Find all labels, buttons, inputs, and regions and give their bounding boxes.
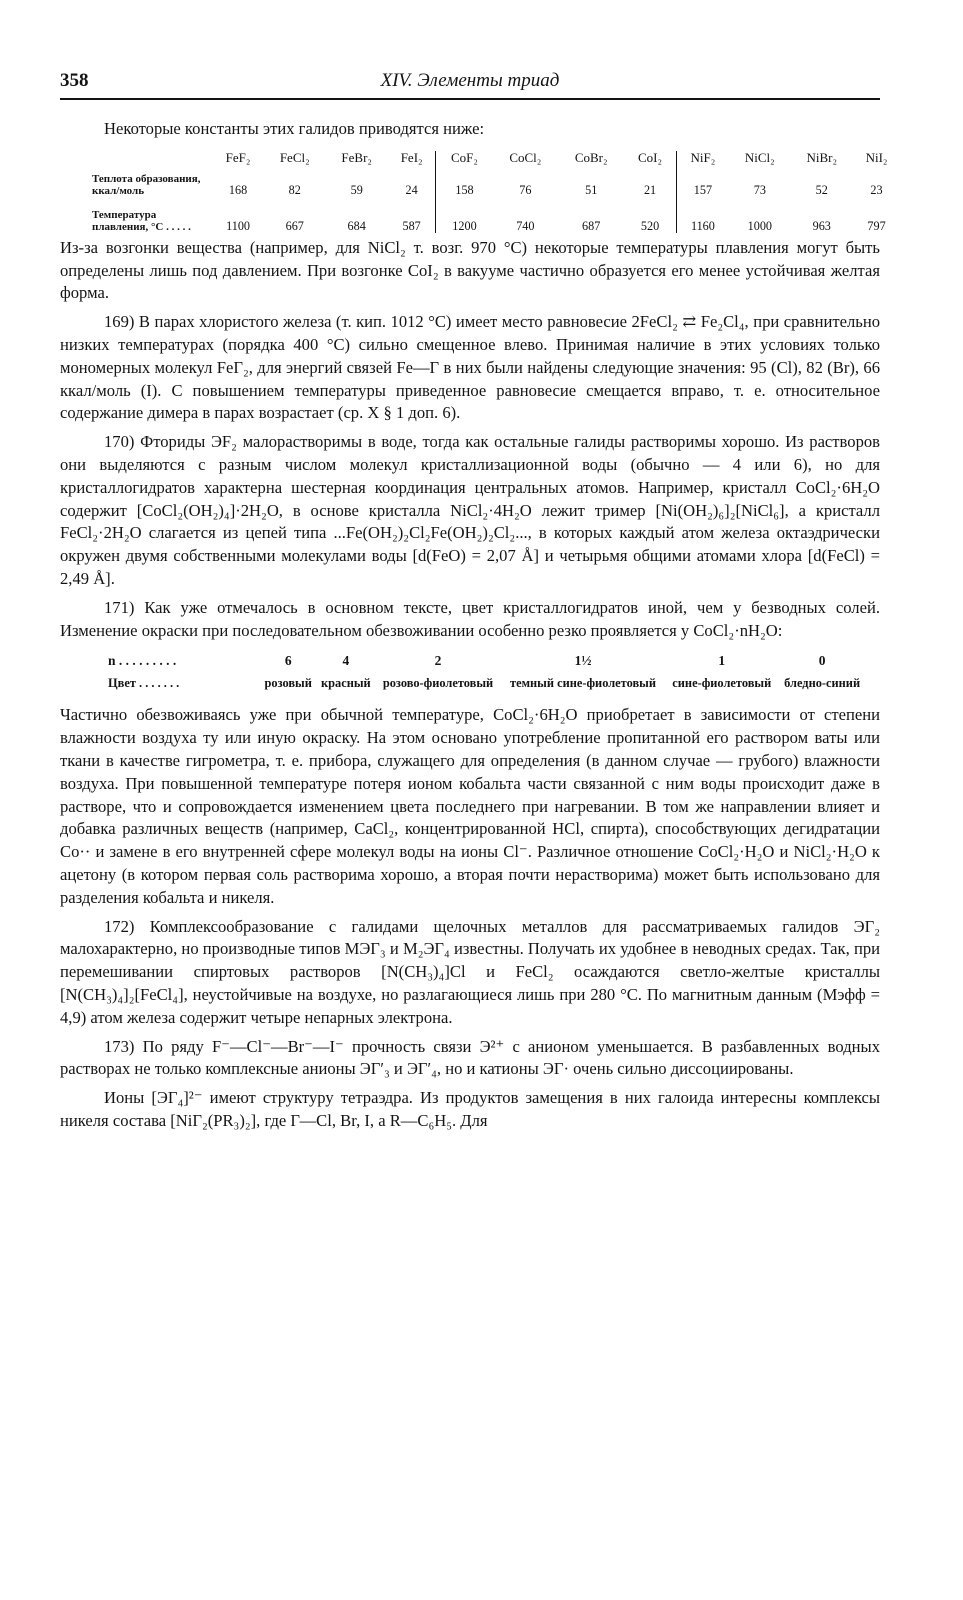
table-cell: 23	[870, 182, 883, 197]
constants-header-row	[90, 151, 900, 173]
table-cell: 1100	[226, 218, 251, 233]
table-cell: 21	[643, 182, 657, 197]
intro-line: Некоторые константы этих галидов приводятся ниже:	[104, 119, 485, 138]
paragraph: 169) В парах хлористого железа (т. кип. 1012 °С) имеет место равновесие 2FeCl₂ ⇄ Fe₂Cl₄, при сравнительно низких температурах (порядка 400 °С) сильно смещенное влево. Принимая наличие в этих условиях только мономерных молекул FeГ₂, для энергий связей Fe—Г в них были найдены следующие значения: 95 (Cl), 82 (Br), 66 ккал/моль (I). С повышением температуры приведенное равновесие смещается вправо, т. е. относительное содержание димера в парах возрастает (ср. X § 1 доп. 6).	[60, 312, 880, 423]
table-cell: 1160	[676, 209, 729, 233]
n-value: 4	[342, 653, 350, 669]
color-value: бледно-синий	[784, 676, 861, 691]
table-cell: 52	[815, 182, 828, 197]
color-value: сине-фиолетовый	[672, 676, 772, 691]
table-cell: 1200	[436, 209, 493, 233]
table-cell: 157	[676, 173, 729, 209]
column-header: CoF₂	[436, 151, 493, 173]
column-header: FeCl₂	[279, 149, 310, 165]
table-cell: 51	[585, 182, 598, 197]
column-header: FeI₂	[400, 149, 423, 165]
column-header: NiBr₂	[806, 149, 838, 165]
table-cell: 76	[519, 182, 532, 197]
column-header: FeF₂	[225, 149, 251, 165]
table-cell: 24	[405, 182, 418, 197]
color-row	[106, 677, 866, 690]
n-row	[106, 654, 866, 677]
row-label: Теплота образования, ккал/моль	[92, 172, 201, 197]
table-cell: 963	[812, 218, 831, 233]
column-header: CoBr₂	[574, 149, 608, 165]
paragraph: Из-за возгонки вещества (например, для NiCl₂ т. возг. 970 °С) некоторые температуры плавления могут быть определены лишь под давлением. При возгонке CoI₂ в вакууме частично образуется его менее устойчивая желтая форма.	[60, 237, 880, 303]
n-value: 1½	[574, 653, 592, 669]
table-cell: 168	[228, 182, 248, 197]
paragraph: 171) Как уже отмечалось в основном тексте, цвет кристаллогидратов иной, чем у безводных солей. Изменение окраски при последовательном обезвоживании особенно резко проявляется у CoCl₂·nH₂O:	[60, 597, 880, 640]
table-cell: 1000	[747, 218, 772, 233]
column-header: CoCl₂	[509, 149, 542, 165]
column-header: FeBr₂	[341, 149, 372, 165]
row-label: Температура плавления, °С . . . . .	[92, 208, 191, 233]
page-number: 358	[60, 70, 89, 91]
color-label: Цвет . . . . . . .	[108, 676, 180, 691]
n-value: 2	[434, 653, 442, 669]
n-value: 0	[818, 653, 826, 669]
color-value: розово-фиолетовый	[382, 676, 494, 691]
table-cell: 59	[350, 182, 363, 197]
table-row	[90, 209, 900, 233]
color-value: темный сине-фиолетовый	[510, 676, 656, 691]
n-label: n . . . . . . . . .	[108, 653, 177, 669]
column-header: NiI₂	[865, 149, 888, 165]
table-cell: 687	[582, 218, 601, 233]
table-cell: 667	[285, 218, 304, 233]
running-title: XIV. Элементы триад	[380, 70, 560, 91]
table-cell: 797	[867, 218, 886, 233]
table-cell: 740	[516, 218, 535, 233]
table-row	[90, 173, 900, 209]
table-cell: 520	[640, 218, 660, 233]
paragraph: 172) Комплексообразование с галидами щелочных металлов для рассматриваемых галидов ЭГ₂ малохарактерно, но производные типов MЭГ₃ и M₂ЭГ₄ известны. Получать их удобнее в неводных средах. Так, при перемешивании спиртовых растворов [N(CH₃)₄]Cl и FeCl₂ осаждаются светло-желтые кристаллы [N(CH₃)₄]₂[FeCl₄], неустойчивые на воздухе, но разлагающиеся лишь при 280 °С. По магнитным данным (Mэфф = 4,9) атом железа содержит четыре непарных электрона.	[60, 916, 880, 1027]
constants-table	[90, 151, 900, 233]
column-header: CoI₂	[638, 149, 663, 165]
body-text	[60, 118, 888, 1133]
color-table	[106, 654, 866, 690]
color-value: красный	[320, 676, 371, 691]
table-cell: 587	[402, 218, 421, 233]
table-cell: 82	[288, 182, 301, 197]
table-cell: 684	[347, 218, 366, 233]
column-header: NiF₂	[676, 151, 729, 173]
paragraph: Ионы [ЭГ₄]²⁻ имеют структуру тетраэдра. Из продуктов замещения в них галоида интересны комплексы никеля состава [NiГ₂(PR₃)₂], где Г—Cl, Br, I, а R—C₆H₅. Для	[60, 1088, 880, 1130]
running-header	[60, 68, 880, 100]
paragraph: 173) По ряду F⁻—Cl⁻—Br⁻—I⁻ прочность связи Э²⁺ с анионом уменьшается. В разбавленных водных растворах не только комплексные анионы ЭГ′₃ и ЭГ′₄, но и катионы ЭГ· очень сильно диссоциированы.	[60, 1036, 880, 1079]
n-value: 6	[284, 653, 292, 669]
paragraph: 170) Фториды ЭF₂ малорастворимы в воде, тогда как остальные галиды растворимы хорошо. Из растворов они выделяются с разным числом молекул кристаллизационной воды (обычно — 4 или 6), но для кристаллогидратов характерна шестерная координация центральных атомов. Например, кристалл CoCl₂·6H₂O содержит [CoCl₂(OH₂)₄]·2H₂O, в основе кристалла NiCl₂·4H₂O лежит тример [Ni(OH₂)₆]₂[NiCl₆], а кристалл FeCl₂·2H₂O слагается из цепей типа ...Fe(OH₂)₂Cl₂Fe(OH₂)₂Cl₂..., в которых каждый атом железа октаэдрически окружен двумя собственными молекулами воды [d(FeO) = 2,07 Å] и четырьмя общими атомами хлора [d(FeCl) = 2,49 Å].	[60, 432, 880, 588]
color-value: розовый	[264, 676, 312, 691]
column-header: NiCl₂	[744, 149, 775, 165]
table-cell: 158	[436, 173, 493, 209]
n-value: 1	[718, 653, 726, 669]
table-cell: 73	[753, 182, 766, 197]
paragraph: Частично обезвоживаясь уже при обычной температуре, CoCl₂·6H₂O приобретает в зависимости от степени влажности воздуха ту или иную окраску. На этом основано употребление пропитанной его раствором ваты или ткани в качестве гигрометра, т. е. прибора, служащего для определения (в данном случае — грубого) влажности воздуха. При повышенной температуре потеря ионом кобальта части связанной с ним воды происходит даже в растворе, что и сопровождается изменением цвета последнего при нагревании. В том же направлении влияет и добавка различных веществ (например, CaCl₂, концентрированной HCl, спирта), способствующих дегидратации Co·· и замене в его внутренней сфере молекул воды на ионы Cl⁻. Различное отношение CoCl₂·H₂O и NiCl₂·H₂O к ацетону (в котором первая соль растворима хорошо, а вторая почти нерастворима) может быть использовано для разделения кобальта и никеля.	[60, 705, 880, 907]
